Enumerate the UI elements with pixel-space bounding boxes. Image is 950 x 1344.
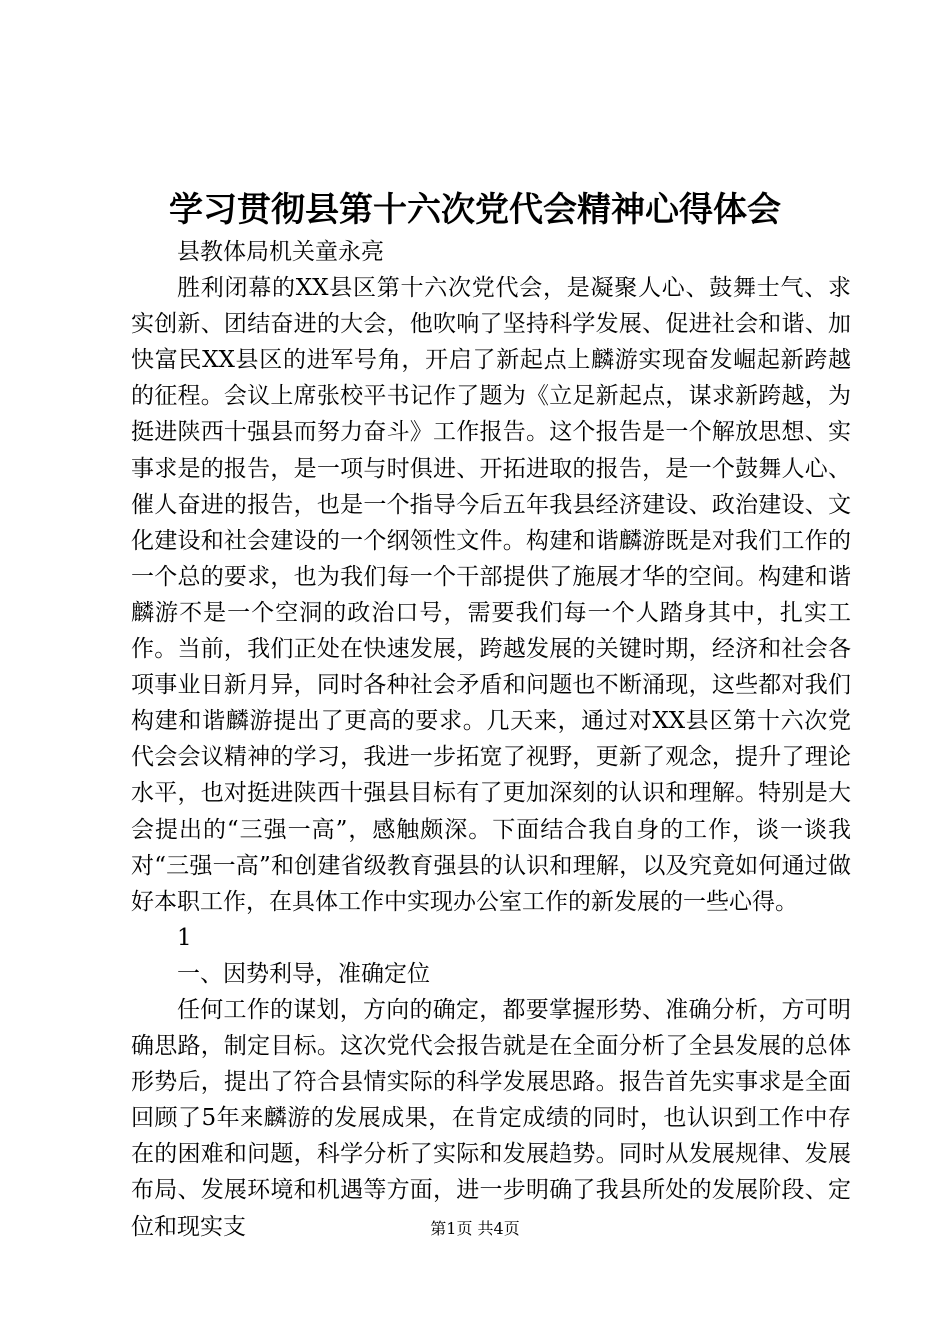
document-body xyxy=(131,234,851,1245)
section-heading: 一、因势利导，准确定位 xyxy=(177,960,430,987)
author-line: 县教体局机关童永亮 xyxy=(177,239,384,265)
paragraph: 任何工作的谋划，方向的确定，都要掌握形势、准确分析，方可明确思路，制定目标。这次党代会报告就是在全面分析了全县发展的总体形势后，提出了符合县情实际的科学发展思路。报告首先实事求是全面回顾了5年来麟游的发展成果，在肯定成绩的同时，也认识到工作中存在的困难和问题，科学分析了实际和发展趋势。同时从发展规律、发展布局、发展环境和机遇等方面，进一步明确了我县所处的发展阶段、定位和现实支 xyxy=(131,996,851,1240)
page-footer: 第1页 共4页 xyxy=(430,1219,520,1238)
page-number-marker: 1 xyxy=(177,924,192,951)
paragraph: 胜利闭幕的XX县区第十六次党代会，是凝聚人心、鼓舞士气、求实创新、团结奋进的大会，他吹响了坚持科学发展、促进社会和谐、加快富民XX县区的进军号角，开启了新起点上麟游实现奋发崛起新跨越的征程。会议上席张校平书记作了题为《立足新起点，谋求新跨越，为挺进陕西十强县而努力奋斗》工作报告。这个报告是一个解放思想、实事求是的报告，是一项与时俱进、开拓进取的报告，是一个鼓舞人心、催人奋进的报告，也是一个指导今后五年我县经济建设、政治建设、文化建设和社会建设的一个纲领性文件。构建和谐麟游既是对我们工作的一个总的要求，也为我们每一个干部提供了施展才华的空间。构建和谐麟游不是一个空洞的政治口号，需要我们每一个人踏身其中，扎实工作。当前，我们正处在快速发展，跨越发展的关键时期，经济和社会各项事业日新月异，同时各种社会矛盾和问题也不断涌现，这些都对我们构建和谐麟游提出了更高的要求。几天来，通过对XX县区第十六次党代会会议精神的学习，我进一步拓宽了视野，更新了观念，提升了理论水平，也对挺进陕西十强县目标有了更加深刻的认识和理解。特别是大会提出的“三强一高”，感触颇深。下面结合我自身的工作，谈一谈我对“三强一高”和创建省级教育强县的认识和理解，以及究竟如何通过做好本职工作，在具体工作中实现办公室工作的新发展的一些心得。 xyxy=(131,275,851,915)
document-title: 学习贯彻县第十六次党代会精神心得体会 xyxy=(169,190,781,230)
